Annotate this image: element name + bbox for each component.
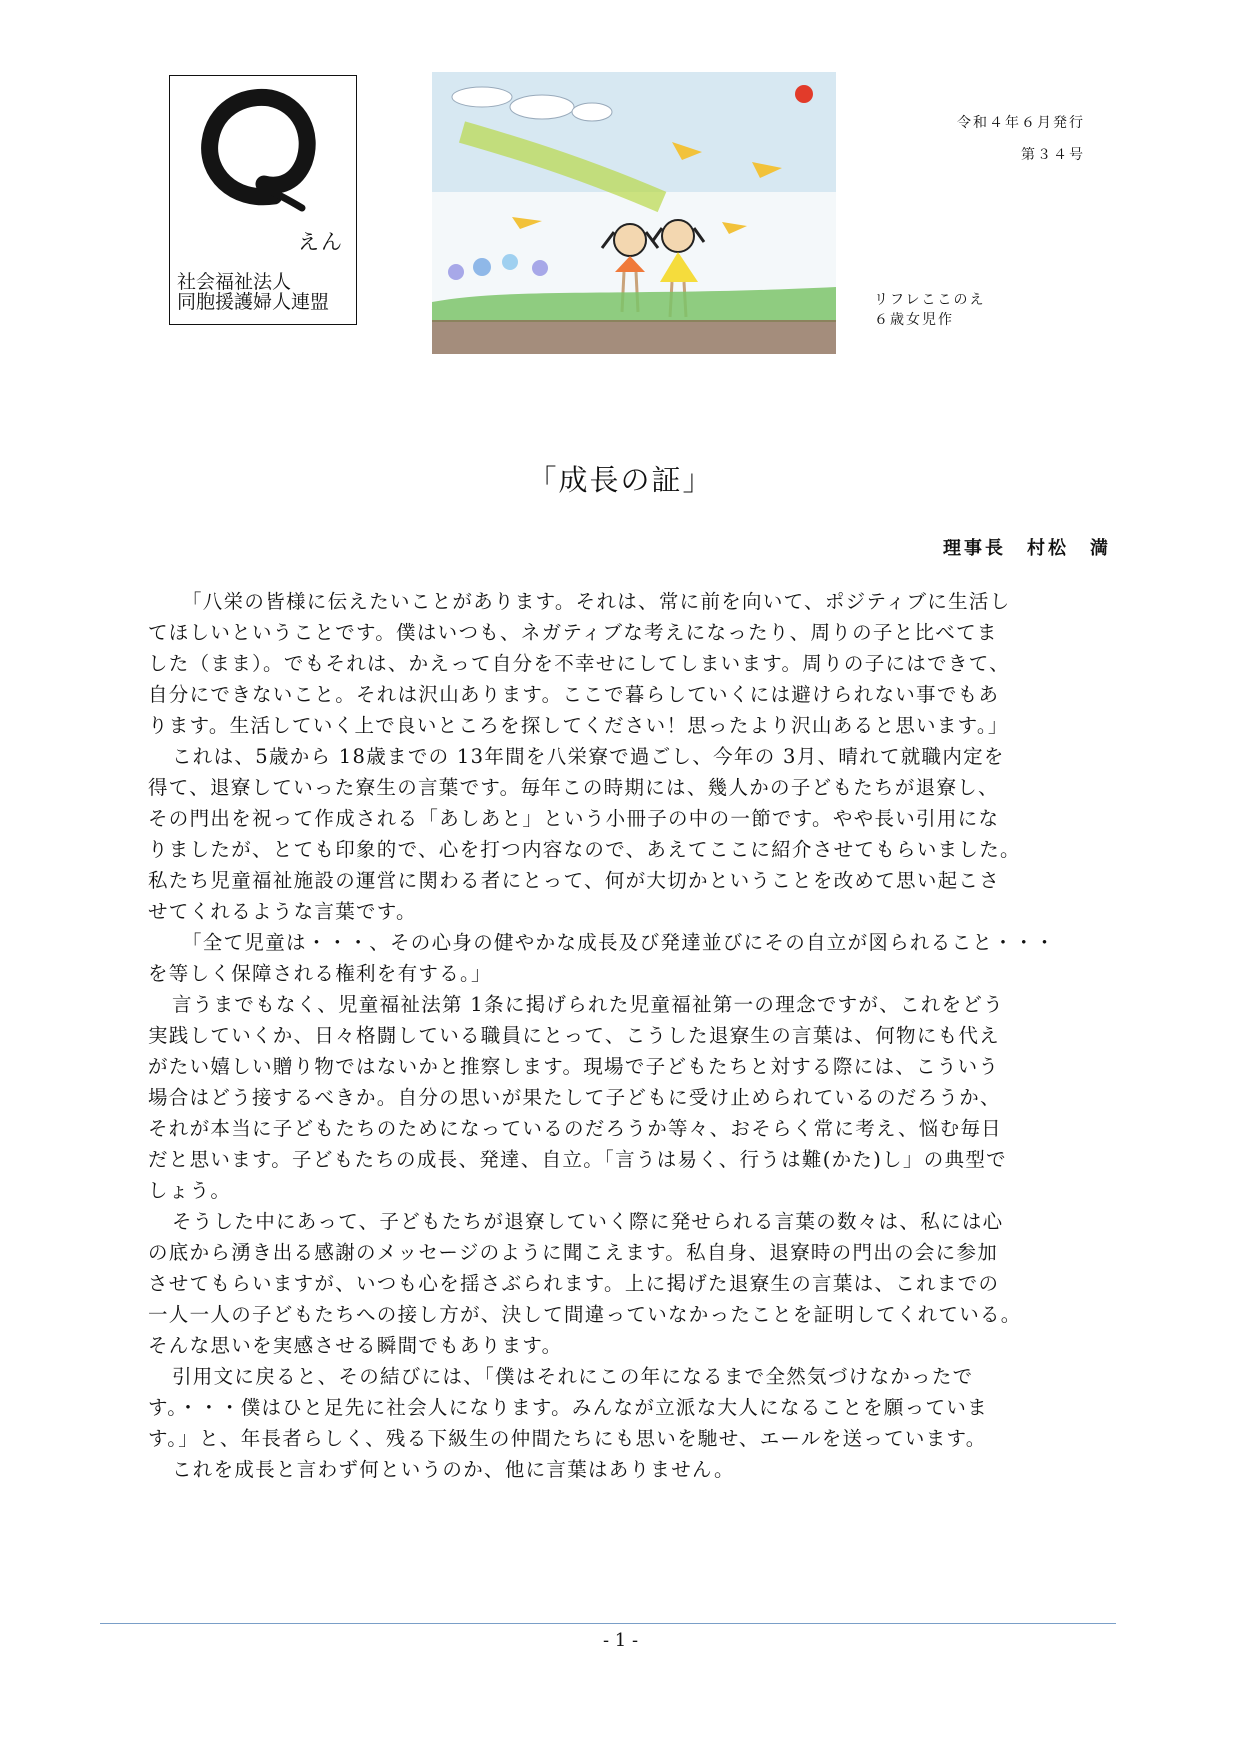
body-line: 引用文に戻ると、その結びには、「僕はそれにこの年になるまで全然気づけなかったで — [172, 1365, 974, 1388]
body-line: す。・・・僕はひと足先に社会人になります。みんなが立派な大人になることを願っていま — [148, 1396, 988, 1419]
page-number: - 1 - — [602, 1630, 639, 1651]
drawing-caption — [874, 290, 985, 330]
body-line: す。」と、年長者らしく、残る下級生の仲間たちにも思いを馳せ、エールを送っています。 — [148, 1427, 987, 1450]
caption-line-1: リフレここのえ — [874, 292, 986, 308]
body-line: これを成長と言わず何というのか、他に言葉はありません。 — [172, 1458, 735, 1481]
body-line: しょう。 — [148, 1179, 232, 1202]
body-line: そうした中にあって、子どもたちが退寮していく際に発せられる言葉の数々は、私には心 — [172, 1210, 1004, 1233]
body-line: りましたが、とても印象的で、心を打つ内容なので、あえてここに紹介させてもらいました。 — [148, 838, 1021, 861]
body-line: 場合はどう接するべきか。自分の思いが果たして子どもに受け止められているのだろうか、 — [148, 1086, 1001, 1109]
body-line: 私たち児童福祉施設の運営に関わる者にとって、何が大切かということを改めて思い起こさ — [148, 869, 1001, 892]
article-title: 「成長の証」 — [527, 463, 714, 497]
body-line: これは、5歳から 18歳までの 13年間を八栄寮で過ごし、今年の 3月、晴れて就職内定を — [172, 745, 1005, 768]
article-body — [148, 586, 1120, 1485]
org-line-1: 社会福祉法人 — [177, 271, 292, 293]
body-line: 実践していくか、日々格闘している職員にとって、こうした退寮生の言葉は、何物にも代え — [148, 1024, 1001, 1047]
body-line: 得て、退寮していった寮生の言葉です。毎年この時期には、幾人かの子どもたちが退寮し、 — [148, 776, 999, 799]
body-line: 「八栄の皆様に伝えたいことがあります。それは、常に前を向いて、ポジティブに生活し — [182, 590, 1011, 613]
body-line: 「全て児童は・・・、その心身の健やかな成長及び発達並びにその自立が図られること・・・ — [182, 931, 1056, 954]
enso-circle-icon — [192, 84, 322, 214]
issue-date: 令和４年６月発行 — [957, 115, 1085, 131]
body-line: させてもらいますが、いつも心を揺さぶられます。上に掲げた退寮生の言葉は、これまでの — [148, 1272, 1000, 1295]
organization-logo — [169, 75, 357, 325]
body-line: その門出を祝って作成される「あしあと」という小冊子の中の一節です。やや長い引用にな — [148, 807, 1000, 830]
body-line: 自分にできないこと。それは沢山あります。ここで暮らしていくには避けられない事でもあ — [148, 683, 1000, 706]
footer-divider — [100, 1623, 1116, 1624]
child-drawing-image — [432, 72, 836, 354]
issue-number: 第３４号 — [1021, 147, 1085, 163]
body-line: それが本当に子どもたちのためになっているのだろうか等々、おそらく常に考え、悩む毎日 — [148, 1117, 1002, 1140]
body-line: そんな思いを実感させる瞬間でもあります。 — [148, 1334, 563, 1357]
body-line: を等しく保障される権利を有する。」 — [148, 962, 492, 985]
body-line: だと思います。子どもたちの成長、発達、自立。「言うは易く、行うは難(かた)し」の典型で — [148, 1148, 1007, 1171]
organization-name — [177, 272, 329, 312]
body-line: ります。生活していく上で良いところを探してください！思ったより沢山あると思います。」 — [148, 714, 1009, 737]
body-line: の底から湧き出る感謝のメッセージのように聞こえます。私自身、退寮時の門出の会に参加 — [148, 1241, 999, 1264]
body-line: した（まま）。でもそれは、かえって自分を不幸せにしてしまいます。周りの子にはできて、 — [148, 652, 1010, 675]
body-line: がたい嬉しい贈り物ではないかと推察します。現場で子どもたちと対する際には、こういう — [148, 1055, 1000, 1078]
body-line: 一人一人の子どもたちへの接し方が、決して間違っていなかったことを証明してくれている。 — [148, 1303, 1022, 1326]
caption-line-2: ６歳女児作 — [874, 312, 954, 328]
body-line: せてくれるような言葉です。 — [148, 900, 417, 923]
body-line: てほしいということです。僕はいつも、ネガティブな考えになったり、周りの子と比べてま — [148, 621, 998, 644]
article-author: 理事長 村松 満 — [943, 538, 1111, 559]
body-line: 言うまでもなく、児童福祉法第 1条に掲げられた児童福祉第一の理念ですが、これをどう — [172, 993, 1005, 1016]
org-line-2: 同胞援護婦人連盟 — [177, 291, 330, 313]
logo-text: えん — [298, 230, 344, 254]
